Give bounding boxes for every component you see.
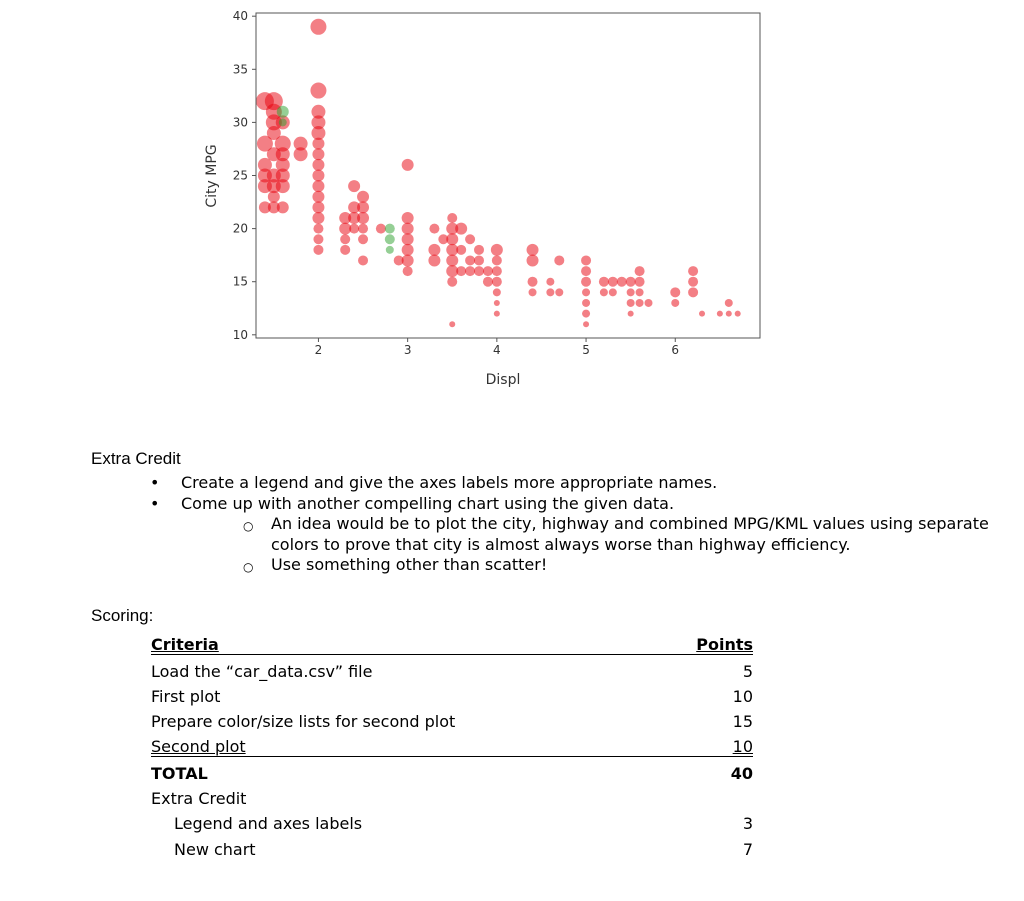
data-point-red: [402, 223, 414, 235]
data-point-red: [312, 212, 324, 224]
criteria-cell: Legend and axes labels: [174, 814, 363, 834]
total-points: 40: [730, 763, 753, 783]
data-point-red: [310, 83, 326, 99]
data-point-red: [483, 266, 493, 276]
table-row: [151, 731, 753, 757]
data-point-green: [279, 118, 287, 126]
data-point-red: [527, 244, 539, 256]
data-point-red: [726, 311, 732, 317]
data-point-red: [456, 266, 466, 276]
data-point-red: [312, 170, 324, 182]
scatter-chart: [0, 0, 1024, 400]
data-point-red: [465, 255, 475, 265]
data-point-red: [608, 277, 618, 287]
data-point-red: [357, 191, 369, 203]
data-point-red: [447, 277, 457, 287]
table-header: [151, 629, 753, 655]
data-point-red: [628, 311, 634, 317]
points-cell: 10: [658, 731, 753, 757]
data-point-red: [294, 147, 308, 161]
data-point-red: [402, 244, 414, 256]
data-point-red: [599, 277, 609, 287]
sub-list-item-text: Use something other than scatter!: [271, 555, 548, 574]
data-point-red: [581, 255, 591, 265]
data-point-red: [312, 180, 324, 192]
data-point-red: [312, 201, 324, 213]
data-point-red: [276, 179, 290, 193]
table-row: [151, 681, 753, 706]
criteria-cell: Second plot: [151, 731, 658, 757]
circle-bullet-icon: ○: [243, 560, 254, 574]
data-point-red: [474, 255, 484, 265]
data-point-red: [725, 299, 733, 307]
data-point-red: [340, 245, 350, 255]
data-point-red: [626, 277, 636, 287]
criteria-cell: New chart: [174, 839, 256, 859]
data-point-red: [635, 277, 645, 287]
x-axis-label: Displ: [485, 372, 521, 388]
y-tick-label: 35: [232, 62, 248, 77]
x-tick-label: 5: [582, 343, 590, 357]
y-tick-label: 20: [232, 221, 248, 236]
data-point-red: [449, 321, 455, 327]
y-tick-label: 15: [232, 274, 248, 289]
data-point-red: [494, 300, 500, 306]
data-point-red: [394, 255, 404, 265]
data-point-red: [627, 299, 635, 307]
data-point-red: [402, 159, 414, 171]
data-point-red: [276, 147, 290, 161]
data-point-red: [528, 277, 538, 287]
scoring-title: Scoring:: [91, 606, 154, 625]
bullet-icon: •: [150, 473, 160, 492]
data-point-red: [349, 224, 359, 234]
x-tick-label: 6: [671, 343, 680, 357]
data-point-red: [492, 277, 502, 287]
total-row: [151, 757, 753, 783]
bullet-icon: •: [150, 493, 160, 513]
criteria-cell: Load the “car_data.csv” file: [151, 661, 373, 681]
data-point-red: [582, 299, 590, 307]
sub-list-item: [241, 514, 1024, 555]
extra-credit-list: [150, 473, 1024, 576]
data-point-red: [403, 266, 413, 276]
data-point-red: [644, 299, 652, 307]
data-point-red: [582, 288, 590, 296]
data-point-red: [600, 288, 608, 296]
extra-credit-title: Extra Credit: [91, 449, 181, 468]
table-row: [151, 706, 753, 731]
criteria-header: Criteria: [151, 629, 658, 655]
empty-cell: [658, 783, 753, 808]
data-point-red: [717, 311, 723, 317]
data-point-red: [268, 191, 280, 203]
x-tick-label: 3: [403, 343, 412, 357]
data-point-red: [357, 212, 369, 224]
x-tick-label: 2: [314, 343, 323, 357]
criteria-cell: Prepare color/size lists for second plot: [151, 712, 456, 732]
points-header: Points: [658, 629, 753, 655]
data-point-red: [447, 213, 457, 223]
data-point-red: [474, 245, 484, 255]
data-point-red: [312, 138, 324, 150]
data-point-red: [671, 299, 679, 307]
y-tick-label: 30: [232, 115, 248, 130]
points-cell: 15: [732, 712, 753, 732]
list-item-text: Come up with another compelling chart using the given data.: [181, 493, 675, 513]
data-point-red: [627, 288, 635, 296]
y-axis-label: City MPG: [204, 144, 220, 208]
sub-list-item-text: An idea would be to plot the city, highway and combined MPG/KML values using separate colors to prove that city is almost always worse than highway efficiency.: [271, 514, 989, 554]
data-point-red: [465, 266, 475, 276]
data-point-red: [688, 266, 698, 276]
data-point-red: [529, 288, 537, 296]
data-point-red: [699, 311, 705, 317]
data-point-red: [609, 288, 617, 296]
data-point-red: [313, 224, 323, 234]
data-point-red: [554, 255, 564, 265]
data-point-red: [312, 191, 324, 203]
data-point-red: [474, 266, 484, 276]
chart-marks: [256, 19, 741, 327]
data-point-green: [385, 224, 395, 234]
data-point-red: [617, 277, 627, 287]
data-point-red: [428, 244, 440, 256]
data-point-red: [492, 266, 502, 276]
list-item: [150, 473, 1024, 494]
criteria-cell: First plot: [151, 686, 221, 706]
data-point-red: [670, 287, 680, 297]
data-point-red: [483, 277, 493, 287]
data-point-red: [429, 224, 439, 234]
data-point-red: [456, 245, 466, 255]
data-point-red: [313, 245, 323, 255]
data-point-green: [277, 106, 289, 118]
data-point-red: [312, 159, 324, 171]
data-point-red: [358, 255, 368, 265]
data-point-red: [492, 255, 502, 265]
y-tick-label: 25: [232, 168, 248, 183]
plot-frame: [256, 13, 760, 338]
data-point-red: [358, 224, 368, 234]
data-point-red: [581, 266, 591, 276]
data-point-red: [277, 201, 289, 213]
sub-list: [181, 514, 1024, 576]
data-point-red: [527, 254, 539, 266]
data-point-red: [735, 311, 741, 317]
data-point-red: [635, 266, 645, 276]
data-point-red: [636, 288, 644, 296]
data-point-green: [385, 234, 395, 244]
data-point-red: [546, 278, 554, 286]
data-point-red: [312, 148, 324, 160]
data-point-red: [428, 254, 440, 266]
points-cell: 7: [742, 839, 753, 859]
chart-axes: [233, 9, 679, 357]
data-point-red: [546, 288, 554, 296]
extra-credit-label: Extra Credit: [151, 789, 247, 809]
data-point-red: [636, 299, 644, 307]
points-cell: 10: [732, 686, 753, 706]
data-point-red: [491, 244, 503, 256]
data-point-red: [688, 277, 698, 287]
data-point-red: [581, 277, 591, 287]
sub-list-item: [241, 555, 1024, 576]
table-row: [151, 655, 753, 681]
data-point-red: [455, 223, 467, 235]
data-point-red: [582, 310, 590, 318]
data-point-red: [465, 234, 475, 244]
table-row: [151, 833, 753, 858]
data-point-red: [583, 321, 589, 327]
points-cell: 3: [742, 814, 753, 834]
data-point-red: [402, 212, 414, 224]
extra-credit-row: [151, 783, 753, 808]
list-item: [150, 494, 1024, 576]
data-point-red: [357, 201, 369, 213]
points-cell: 5: [742, 661, 753, 681]
data-point-red: [310, 19, 326, 35]
scoring-table: [151, 629, 753, 859]
data-point-red: [446, 254, 458, 266]
x-tick-label: 4: [493, 343, 501, 357]
data-point-red: [358, 234, 368, 244]
data-point-red: [340, 234, 350, 244]
data-point-red: [376, 224, 386, 234]
data-point-red: [555, 288, 563, 296]
data-point-red: [348, 180, 360, 192]
circle-bullet-icon: ○: [243, 519, 254, 533]
data-point-red: [493, 288, 501, 296]
data-point-red: [402, 233, 414, 245]
y-tick-label: 10: [232, 327, 248, 342]
list-item-text: Create a legend and give the axes labels more appropriate names.: [181, 473, 718, 492]
data-point-red: [313, 234, 323, 244]
data-point-red: [688, 287, 698, 297]
data-point-green: [386, 246, 394, 254]
y-tick-label: 40: [232, 9, 248, 24]
total-label: TOTAL: [151, 763, 208, 783]
table-row: [151, 808, 753, 833]
data-point-red: [446, 233, 458, 245]
data-point-red: [494, 311, 500, 317]
